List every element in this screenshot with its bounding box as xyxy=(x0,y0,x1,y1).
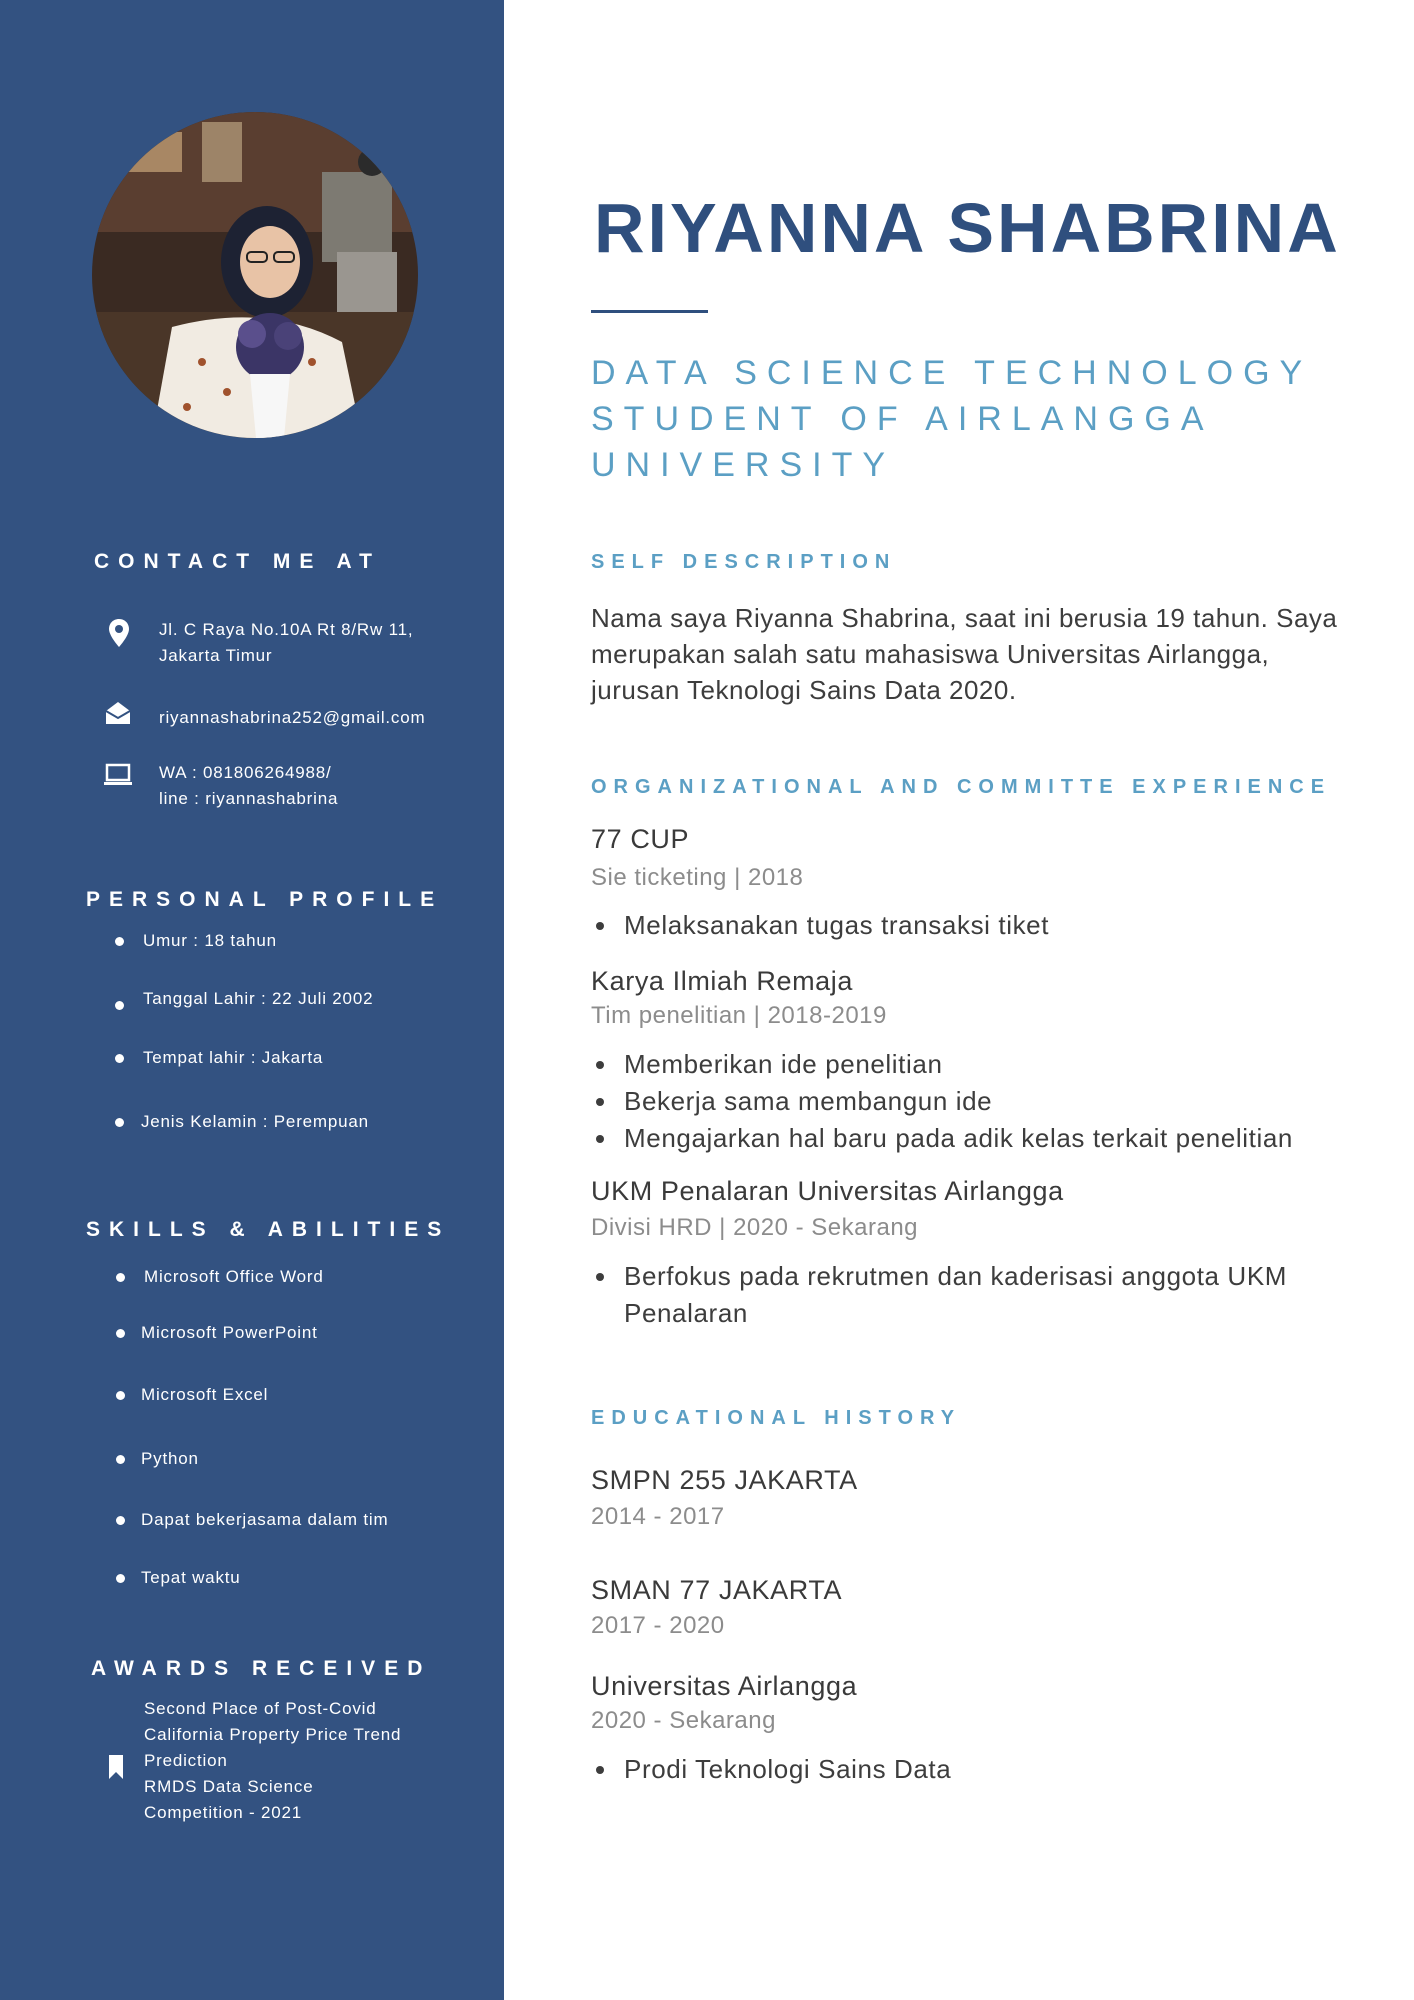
skills-heading: SKILLS & ABILITIES xyxy=(86,1218,451,1241)
address-line-1: Jl. C Raya No.10A Rt 8/Rw 11, xyxy=(159,620,414,639)
award-line: RMDS Data Science xyxy=(144,1777,314,1796)
email-text[interactable]: riyannashabrina252@gmail.com xyxy=(159,708,426,727)
education-school: SMPN 255 JAKARTA xyxy=(591,1465,858,1495)
candidate-subtitle xyxy=(591,350,1312,488)
personal-item: Tanggal Lahir : 22 Juli 2002 xyxy=(143,989,374,1008)
description-line: merupakan salah satu mahasiswa Universitas Airlangga, xyxy=(591,639,1270,669)
subtitle-line: STUDENT OF AIRLANGGA xyxy=(591,400,1214,438)
bullet-dot xyxy=(116,1391,125,1400)
self-description-heading: SELF DESCRIPTION xyxy=(591,551,897,573)
description-line: Nama saya Riyanna Shabrina, saat ini berusia 19 tahun. Saya xyxy=(591,603,1338,633)
bullet-dot xyxy=(115,1001,124,1010)
name-divider xyxy=(591,310,708,313)
education-years: 2020 - Sekarang xyxy=(591,1707,776,1734)
bullet-dot xyxy=(596,1061,604,1069)
education-heading: EDUCATIONAL HISTORY xyxy=(591,1407,962,1429)
experience-title: Karya Ilmiah Remaja xyxy=(591,966,853,996)
bullet-dot xyxy=(116,1574,125,1583)
bullet-dot xyxy=(596,922,604,930)
candidate-name: RIYANNA SHABRINA xyxy=(594,189,1341,267)
experience-bullet: Penalaran xyxy=(624,1298,748,1328)
bullet-dot xyxy=(116,1329,125,1338)
personal-profile-heading: PERSONAL PROFILE xyxy=(86,888,444,911)
experience-bullet: Berfokus pada rekrutmen dan kaderisasi anggota UKM xyxy=(624,1261,1288,1291)
bookmark-icon xyxy=(108,1754,124,1780)
experience-meta: Sie ticketing | 2018 xyxy=(591,864,804,891)
skill-item: Dapat bekerjasama dalam tim xyxy=(141,1510,389,1529)
sidebar xyxy=(0,0,504,2000)
award-line: Prediction xyxy=(144,1751,228,1770)
bullet-dot xyxy=(115,1118,124,1127)
skill-item: Python xyxy=(141,1449,199,1468)
bullet-dot xyxy=(115,1054,124,1063)
main-content xyxy=(504,0,1414,2000)
bullet-dot xyxy=(115,937,124,946)
experience-title: 77 CUP xyxy=(591,824,690,854)
personal-item: Umur : 18 tahun xyxy=(143,931,277,950)
profile-photo xyxy=(92,112,418,438)
award-line: Competition - 2021 xyxy=(144,1803,303,1822)
award-line: California Property Price Trend xyxy=(144,1725,402,1744)
experience-bullet: Bekerja sama membangun ide xyxy=(624,1086,993,1116)
skill-item: Tepat waktu xyxy=(141,1568,241,1587)
description-line: jurusan Teknologi Sains Data 2020. xyxy=(591,675,1017,705)
laptop-icon xyxy=(103,763,133,787)
bullet-dot xyxy=(596,1098,604,1106)
phone-line-1: WA : 081806264988/ xyxy=(159,763,332,782)
education-bullet: Prodi Teknologi Sains Data xyxy=(624,1754,952,1784)
experience-heading: ORGANIZATIONAL AND COMMITTE EXPERIENCE xyxy=(591,776,1332,798)
bullet-dot xyxy=(596,1135,604,1143)
personal-item: Jenis Kelamin : Perempuan xyxy=(141,1112,369,1131)
self-description-text xyxy=(591,600,1391,708)
skill-item: Microsoft PowerPoint xyxy=(141,1323,318,1342)
location-pin-icon xyxy=(108,618,130,648)
experience-meta: Divisi HRD | 2020 - Sekarang xyxy=(591,1214,919,1241)
bullet-dot xyxy=(116,1516,125,1525)
bullet-dot xyxy=(116,1455,125,1464)
education-school: Universitas Airlangga xyxy=(591,1671,858,1701)
bullet-dot xyxy=(116,1273,125,1282)
experience-bullet: Melaksanakan tugas transaksi tiket xyxy=(624,910,1050,940)
skill-item: Microsoft Office Word xyxy=(144,1267,324,1286)
profile-photo-illustration xyxy=(92,112,418,438)
education-school: SMAN 77 JAKARTA xyxy=(591,1575,843,1605)
experience-bullet: Mengajarkan hal baru pada adik kelas terkait penelitian xyxy=(624,1123,1293,1153)
bullet-dot xyxy=(596,1766,604,1774)
experience-bullet: Memberikan ide penelitian xyxy=(624,1049,943,1079)
contact-heading: CONTACT ME AT xyxy=(94,550,381,573)
phone-line-2: line : riyannashabrina xyxy=(159,789,339,808)
education-years: 2017 - 2020 xyxy=(591,1612,725,1639)
personal-item: Tempat lahir : Jakarta xyxy=(143,1048,324,1067)
address-line-2: Jakarta Timur xyxy=(159,646,273,665)
subtitle-line: DATA SCIENCE TECHNOLOGY xyxy=(591,354,1313,392)
skill-item: Microsoft Excel xyxy=(141,1385,269,1404)
award-line: Second Place of Post-Covid xyxy=(144,1699,377,1718)
envelope-icon xyxy=(105,701,131,725)
bullet-dot xyxy=(596,1273,604,1281)
awards-heading: AWARDS RECEIVED xyxy=(91,1657,432,1680)
education-years: 2014 - 2017 xyxy=(591,1503,725,1530)
experience-title: UKM Penalaran Universitas Airlangga xyxy=(591,1176,1064,1206)
subtitle-line: UNIVERSITY xyxy=(591,446,896,484)
experience-meta: Tim penelitian | 2018-2019 xyxy=(591,1002,887,1029)
